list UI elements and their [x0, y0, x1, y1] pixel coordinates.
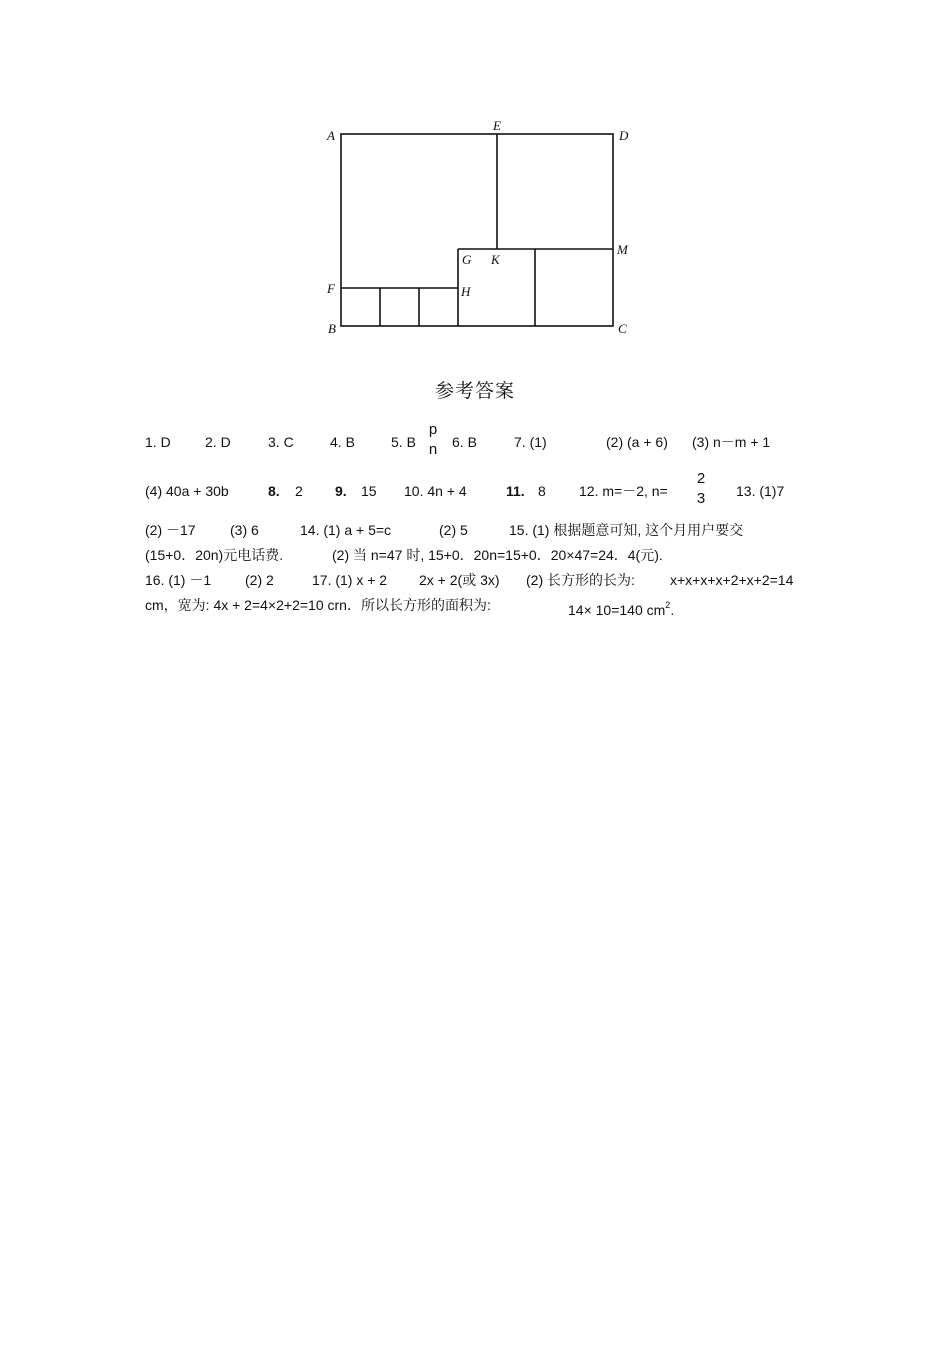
answer-2: 2. D: [205, 434, 231, 450]
point-label-K: K: [491, 252, 500, 267]
area-unit-exponent: 2: [665, 600, 671, 610]
answer-15-part-1: 15. (1) 根据题意可知, 这个月用户要交: [509, 522, 744, 538]
page-title: 参考答案: [434, 380, 515, 402]
answer-14-part-2: (2) 5: [439, 522, 468, 538]
answer-13-part-2: (2) －17: [145, 522, 196, 538]
answer-13-part-3: (3) 6: [230, 522, 259, 538]
point-label-G: G: [462, 252, 472, 267]
answer-17-part-2: 2x + 2(或 3x): [419, 572, 500, 588]
fraction-2-over-3: [692, 469, 710, 509]
answer-17-part-1: 17. (1) x + 2: [312, 572, 388, 588]
answer-9: 15: [361, 483, 377, 499]
answer-7-part-2: (2) (a + 6): [606, 434, 668, 450]
point-label-M: M: [617, 242, 628, 257]
answer-10: 10. 4n + 4: [404, 483, 467, 499]
answer-7-part-3: (3) n－m + 1: [692, 434, 771, 450]
answer-4: 4. B: [330, 434, 355, 450]
answer-7-part-1: 7. (1): [514, 434, 547, 450]
answer-14-part-1: 14. (1) a + 5=c: [300, 522, 392, 538]
point-label-H: H: [461, 284, 471, 299]
fraction-p-over-n: [420, 420, 446, 460]
answer-13-part-1: 13. (1)7: [736, 483, 785, 499]
area-period: .: [670, 602, 675, 618]
point-label-C: C: [618, 321, 627, 336]
point-label-F: F: [327, 281, 335, 296]
answer-12: 12. m=－2, n=: [579, 483, 668, 499]
answer-16-part-2: (2) 2: [245, 572, 274, 588]
answer-3: 3. C: [268, 434, 294, 450]
answer-17-part-6: [568, 595, 674, 620]
answer-17-part-4: x+x+x+x+2+x+2=14: [670, 572, 794, 588]
answer-6: 6. B: [452, 434, 477, 450]
area-value: 14× 10=140 cm: [568, 602, 666, 618]
point-label-E: E: [493, 118, 501, 133]
answer-1: 1. D: [145, 434, 171, 450]
answer-7-part-4: (4) 40a + 30b: [145, 483, 229, 499]
fraction-denominator: n: [428, 441, 438, 458]
outer-rectangle: [341, 134, 613, 326]
answer-11-number: 11.: [506, 483, 525, 499]
answer-15-part-2: (15+0．20n)元电话费.: [145, 547, 284, 563]
answer-9-number: 9.: [335, 483, 347, 499]
rectangle-figure: [0, 0, 950, 345]
point-label-A: A: [327, 128, 335, 143]
answer-15-part-3: (2) 当 n=47 时, 15+0．20n=15+0．20×47=24．4(元).: [332, 547, 663, 563]
answer-17-part-5: cm，宽为: 4x + 2=4×2+2=10 crn．所以长方形的面积为:: [145, 597, 491, 613]
point-label-B: B: [328, 321, 336, 336]
answer-8: 2: [295, 483, 303, 499]
fraction-numerator: p: [428, 421, 438, 438]
fraction-numerator: 2: [696, 470, 706, 487]
point-label-D: D: [619, 128, 629, 143]
answer-16-part-1: 16. (1) －1: [145, 572, 212, 588]
answer-17-part-3: (2) 长方形的长为:: [526, 572, 635, 588]
answer-5: 5. B: [391, 434, 416, 450]
answer-11: 8: [538, 483, 546, 499]
fraction-denominator: 3: [696, 490, 706, 507]
answer-8-number: 8.: [268, 483, 280, 499]
